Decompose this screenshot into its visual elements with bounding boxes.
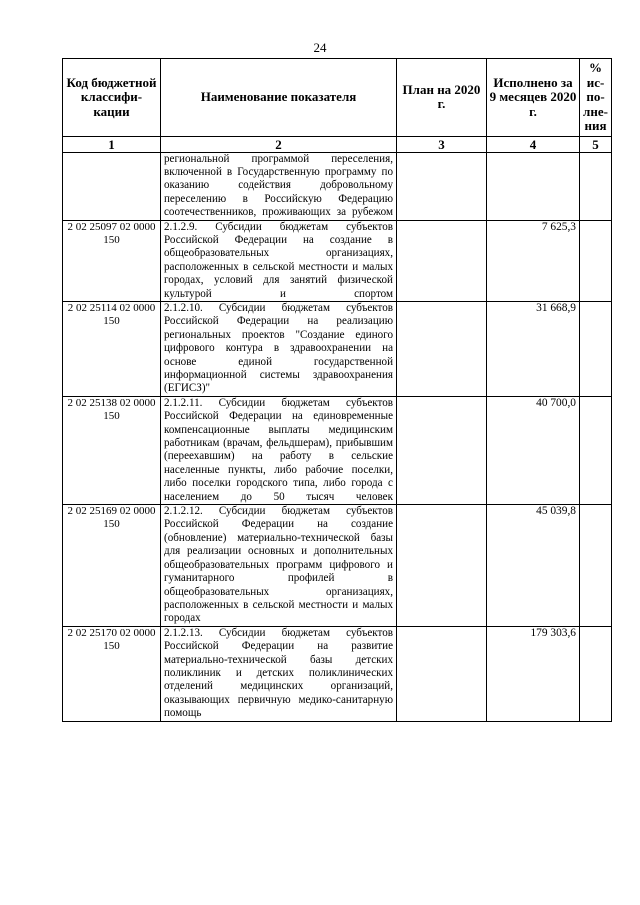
column-number-row	[63, 136, 612, 152]
header-percent: % ис-по-лне-ния	[580, 59, 612, 137]
table-row	[63, 505, 612, 627]
row-name: 2.1.2.12. Субсидии бюджетам субъектов Российской Федерации на создание (обновление) материально-технической базы для реализации основных и дополнительных общеобразовательных программ цифрового и гуманитарного профилей в общеобразовательных организациях, расположенных в сельской местности и малых городах	[161, 505, 397, 627]
row-executed: 179 303,6	[487, 626, 580, 721]
budget-table	[62, 58, 612, 722]
table-row	[63, 396, 612, 504]
page-number: 24	[313, 40, 327, 55]
row-plan	[397, 626, 487, 721]
row-code: 2 02 25138 02 0000 150	[63, 396, 161, 504]
column-number: 4	[487, 136, 580, 152]
row-code: 2 02 25097 02 0000 150	[63, 220, 161, 301]
row-name: 2.1.2.9. Субсидии бюджетам субъектов Российской Федерации на создание в общеобразовательных организациях, расположенных в сельской местности и малых городах, условий для занятий физической культурой и спортом	[161, 220, 397, 301]
row-code	[63, 152, 161, 220]
table-row	[63, 626, 612, 721]
row-plan	[397, 152, 487, 220]
row-percent	[580, 396, 612, 504]
row-percent	[580, 152, 612, 220]
header-code: Код бюджетной классифи-кации	[63, 59, 161, 137]
table-row	[63, 220, 612, 301]
row-percent	[580, 220, 612, 301]
row-percent	[580, 505, 612, 627]
row-executed	[487, 152, 580, 220]
row-executed: 7 625,3	[487, 220, 580, 301]
column-number: 3	[397, 136, 487, 152]
row-percent	[580, 626, 612, 721]
row-plan	[397, 505, 487, 627]
header-plan: План на 2020 г.	[397, 59, 487, 137]
table-row	[63, 152, 612, 220]
header-name: Наименование показателя	[161, 59, 397, 137]
row-plan	[397, 396, 487, 504]
column-number: 1	[63, 136, 161, 152]
row-code: 2 02 25170 02 0000 150	[63, 626, 161, 721]
row-name: региональной программой переселения, включенной в Государственную программу по оказанию содействия добровольному переселению в Российскую Федерацию соотечественников, проживающих за рубежом	[161, 152, 397, 220]
column-number: 2	[161, 136, 397, 152]
column-number: 5	[580, 136, 612, 152]
row-executed: 31 668,9	[487, 301, 580, 396]
row-executed: 45 039,8	[487, 505, 580, 627]
row-executed: 40 700,0	[487, 396, 580, 504]
row-code: 2 02 25169 02 0000 150	[63, 505, 161, 627]
table-header-row	[63, 59, 612, 137]
row-name: 2.1.2.11. Субсидии бюджетам субъектов Российской Федерации на единовременные компенсационные выплаты медицинским работникам (врачам, фельдшерам), прибывшим (переехавшим) на работу в сельские населенные пункты, либо рабочие поселки, либо поселки городского типа, либо города с населением до 50 тысяч человек	[161, 396, 397, 504]
row-code: 2 02 25114 02 0000 150	[63, 301, 161, 396]
row-percent	[580, 301, 612, 396]
row-plan	[397, 220, 487, 301]
row-plan	[397, 301, 487, 396]
row-name: 2.1.2.10. Субсидии бюджетам субъектов Российской Федерации на реализацию региональных проектов "Создание единого цифрового контура в здравоохранении на основе единой государственной информационной системы здравоохранения (ЕГИСЗ)"	[161, 301, 397, 396]
row-name: 2.1.2.13. Субсидии бюджетам субъектов Российской Федерации на развитие материально-технической базы детских поликлиник и детских поликлинических отделений медицинских организаций, оказывающих первичную медико-санитарную помощь	[161, 626, 397, 721]
table-row	[63, 301, 612, 396]
header-executed: Исполнено за 9 месяцев 2020 г.	[487, 59, 580, 137]
